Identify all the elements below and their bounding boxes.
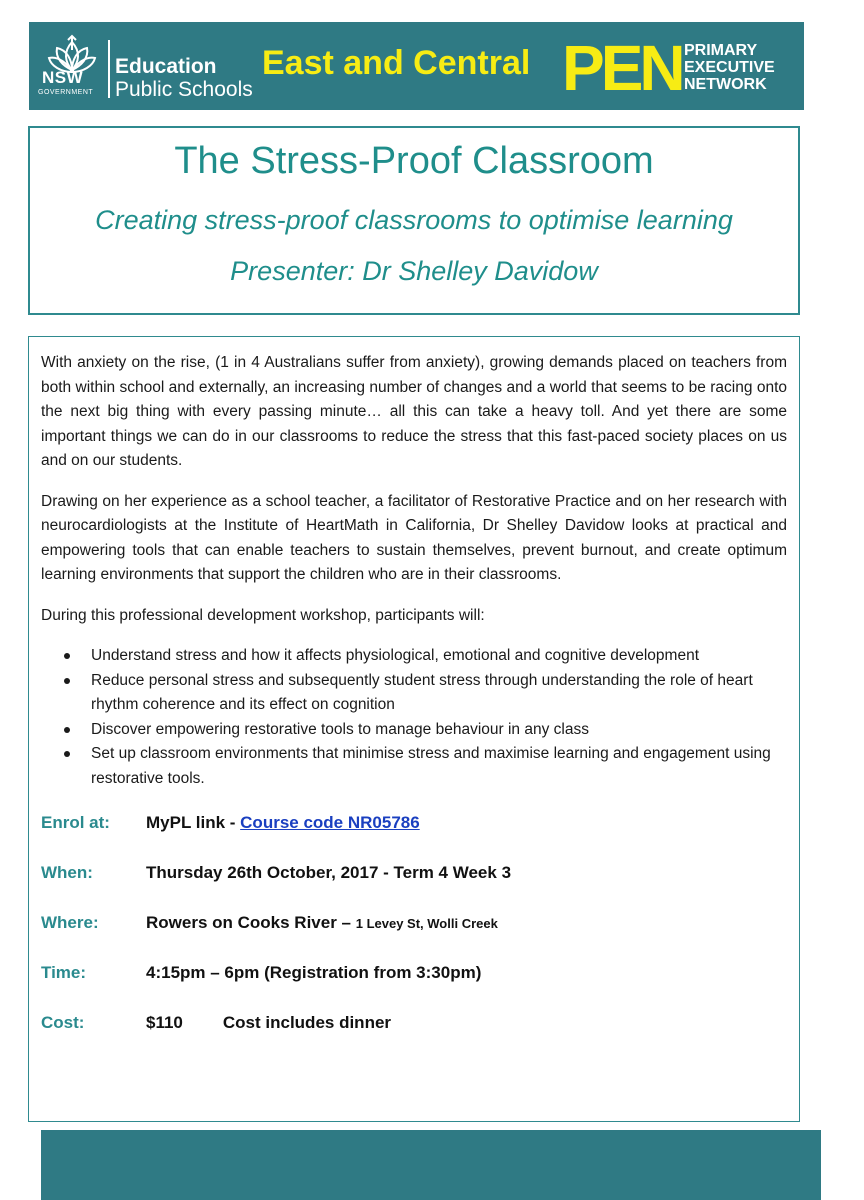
time-value: 4:15pm – 6pm (Registration from 3:30pm)	[146, 963, 482, 982]
title-box	[28, 126, 800, 315]
page-title: The Stress-Proof Classroom	[174, 140, 654, 182]
time-row	[41, 961, 787, 986]
bullet-icon	[64, 678, 70, 684]
pen-line-primary: PRIMARY	[684, 42, 758, 59]
intro-paragraph: With anxiety on the rise, (1 in 4 Australians suffer from anxiety), growing demands placed on teachers from both within school and externally, an increasing number of changes and a world that seems to be racing onto the next big thing with every passing minute… all this can take a heavy toll. And yet there are some important things we can do in our classrooms to reduce the stress that this fast-paced society places on us and on our students.	[41, 354, 787, 469]
education-label: Education	[115, 55, 217, 78]
pen-logo: PEN	[562, 32, 682, 104]
enrol-label: Enrol at:	[41, 813, 110, 832]
cost-note: Cost includes dinner	[222, 1013, 392, 1032]
region-title: East and Central	[262, 44, 531, 82]
list-item: Reduce personal stress and subsequently student stress through understanding the role of heart rhythm coherence and its effect on cognition	[41, 669, 787, 718]
when-row	[41, 861, 787, 886]
list-item: Discover empowering restorative tools to manage behaviour in any class	[41, 718, 787, 743]
enrol-row	[41, 811, 787, 836]
course-code-link[interactable]: Course code NR05786	[240, 813, 420, 832]
bullet-icon	[64, 751, 70, 757]
presenter-paragraph: Drawing on her experience as a school teacher, a facilitator of Restorative Practice and on her research with neurocardiologists at the Institute of HeartMath in California, Dr Shelley Davidow looks at practical and empowering tools that can enable teachers to sustain themselves, prevent burnout, and create optimum learning environments that support the children who are in their classrooms.	[41, 492, 787, 583]
where-label: Where:	[41, 913, 99, 932]
cost-value: $110 Cost includes dinner	[146, 1013, 392, 1032]
list-item: Set up classroom environments that minimise stress and maximise learning and engagement using restorative tools.	[41, 742, 787, 791]
header-banner	[29, 22, 804, 110]
cost-row	[41, 1011, 787, 1036]
when-label: When:	[41, 863, 93, 882]
bullet-icon	[64, 653, 70, 659]
pen-network-label	[684, 42, 775, 93]
where-row	[41, 911, 787, 936]
where-value: Rowers on Cooks River – 1 Levey St, Wolli Creek	[146, 913, 498, 932]
bullet-icon	[64, 727, 70, 733]
list-item: Understand stress and how it affects physiological, emotional and cognitive development	[41, 644, 787, 669]
pen-line-network: NETWORK	[684, 76, 767, 93]
nsw-wordmark: NSW	[42, 68, 84, 87]
time-label: Time:	[41, 963, 87, 982]
pen-line-executive: EXECUTIVE	[684, 59, 775, 76]
enrol-value: MyPL link - Course code NR05786	[146, 813, 420, 832]
public-schools-label: Public Schools	[115, 78, 253, 101]
workshop-intro: During this professional development workshop, participants will:	[41, 606, 485, 624]
nsw-government-label: GOVERNMENT	[38, 89, 94, 96]
subtitle: Creating stress-proof classrooms to optimise learning	[95, 205, 733, 235]
outcomes-list	[41, 644, 787, 791]
footer-bar	[41, 1130, 821, 1200]
when-value: Thursday 26th October, 2017 - Term 4 Week 3	[146, 863, 512, 882]
banner-divider	[108, 40, 110, 98]
presenter: Presenter: Dr Shelley Davidow	[230, 256, 598, 286]
cost-label: Cost:	[41, 1013, 85, 1032]
where-address: 1 Levey St, Wolli Creek	[355, 916, 498, 931]
description-box	[28, 336, 800, 1122]
